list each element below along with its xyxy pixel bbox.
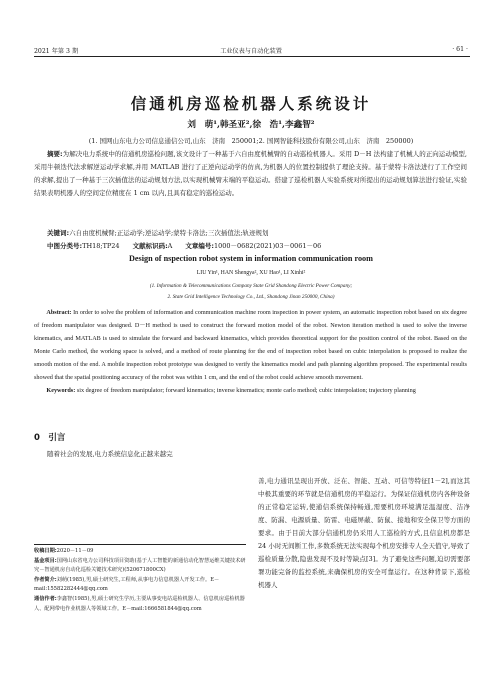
keywords-cn [34,227,467,240]
footnote-corresponding-author: 通信作者:李鑫智(1985),男,硕士研究生学历,主要从事变电站巡检机器人、信息机房巡检机器人、配网带电作业机器人等领域工作。E－mail:1666581844@qq.com [34,595,245,612]
page-number: · 61 · [452,46,468,53]
footnote-funding: 基金项目:国网山东省电力公司科技项目资助(基于人工智能的新通信动化智慧运维关键技术研究－智通机房自动化巡检关键技术研究)(520671800CX) [34,557,246,574]
abstract-cn-text: 为解决电力系统中的信通机房巡检问题,该文设计了一种基于六自由度机械臂的自动巡检机器人。采用 D－H 法构建了机械人的正向运动模型,采用牛顿迭代法求解逆运动学求解,并用 MATLAB 进行了正逆向运动学的仿真,为机器人的位置控制提供了理论支持。基于蒙特卡洛法进行了工作空间的求解,提出了一种基于三次插值法的运动规划方法,以实现机械臂末端的平稳运动。搭建了巡检机器人实验系统对所提出的运动规划算法进行验证,实验结果表明机器人的空间定位精度在 1 cm 以内,且具有稳定的巡检运动。 [34,150,467,198]
keywords-en [34,384,467,397]
footnotes [34,547,246,614]
issue-label: 2021 年第 3 期 [34,48,79,55]
doc-code-value: A [167,242,173,250]
footnote-received: 收稿日期:2020－11－09 [34,548,94,554]
keywords-en-label: Keywords: [46,387,76,394]
authors-cn: 刘 萌¹,韩圣亚²,徐 浩¹,李鑫智² [187,120,315,130]
header-rule [34,56,470,57]
footnote-author-bio: 作者简介:刘萌(1985),男,硕士研究生,工程师,从事电力信息机器人开发工作。E－mail:15582282444@qq.com [34,576,220,593]
classification-line [34,240,467,253]
keywords-en-text: six degree of freedom manipulator; forward kinematics; inverse kinematics; monte carlo method; cubic interpolation; trajectory planning [76,387,416,394]
abstract-en-text: In order to solve the problem of information and communication machine room inspection in power system, an automatic inspection robot based on six degree of freedom manipulator was designed. D－H method is used to construct the forward motion model of the robot. Newton iteration method is used to solve the inverse kinematics, and MATLAB is used to simulate the forward and backward kinematics, which provides theoretical support for the position control of the robot. Based on the Monte Carlo method, the working space is solved, and a method of route planning for the end of inspection robot based on cubic interpolation is proposed to realize the smooth motion of the end. A mobile inspection robot prototype was designed to verify the kinematics model and path planning algorithm proposed. The experimental results showed that the spatial positioning accuracy of the robot was within 1 cm, and the end of the robot could achieve smooth movement. [34,309,468,382]
affiliations-cn: (1. 国网山东电力公司信息通信公司,山东 济南 250001;2. 国网智能科技股份有限公司,山东 济南 250000) [88,137,414,145]
paper-title-cn: 信通机房巡检机器人系统设计 [130,94,372,113]
abstract-en [34,306,467,384]
intro-text-right: 善,电力通讯呈现出开放、泛在、智能、互动、可信等特征[1－2],而这其中极其重要的环节就是信通机房的平稳运行。为保证信通机房内各种设备的正常稳定运转,使通信系统保持畅通,需要机房环境满足温湿度、洁净度、防漏、电源质量、防雷、电磁屏蔽、防鼠、接地和安全保卫等方面的要求。由于目前大部分信通机房仍采用人工巡检的方式,且信息机房都是 24 小时无间断工作,多数系统无法实现每个机房安排专人全天值守,导致了巡检质量分散,隐患发现不及时等缺点[3]。为了避免这些问题,迫切需要部署功能完备的监控系统,来确保机房的安全可靠运行。在这种背景下,巡检机器人 [258,477,470,590]
abstract-cn [34,148,467,200]
authors-en: LIU Yin¹, HAN Shengya², XU Hao¹, LI Xinhi² [196,270,306,276]
section-heading-introduction: 0 引言 [34,433,66,443]
abstract-en-label: Abstract: [46,309,72,316]
affiliation-en-1: (1. Information & Telecommunications Company State Grid Shandong Electric Power Company; [149,283,353,289]
article-id-value: 1000－0682(2021)03－0061－06 [213,242,322,250]
intro-text-left: 随着社会的发展,电力系统信息化正越来越完 [47,450,173,458]
doc-code-label: 文献标识码: [132,242,168,250]
footnote-rule [34,544,246,545]
keywords-cn-label: 关键词: [47,229,70,237]
affiliation-en-2: 2. State Grid Intelligence Technology Co., Ltd., Shandong Jinan 250000, China) [167,294,335,300]
article-id-label: 文章编号: [185,242,214,250]
paper-title-en: Design of nspection robot system in information communication room [129,254,373,263]
abstract-cn-label: 摘要: [47,150,63,158]
clc-value: TH18;TP24 [82,242,120,250]
keywords-cn-text: 六自由度机械臂;正运动学;逆运动学;蒙特卡洛法;三次插值法;轨迹规划 [69,229,269,237]
journal-name: 工业仪表与自动化装置 [220,48,282,55]
clc-label: 中图分类号: [47,242,83,250]
